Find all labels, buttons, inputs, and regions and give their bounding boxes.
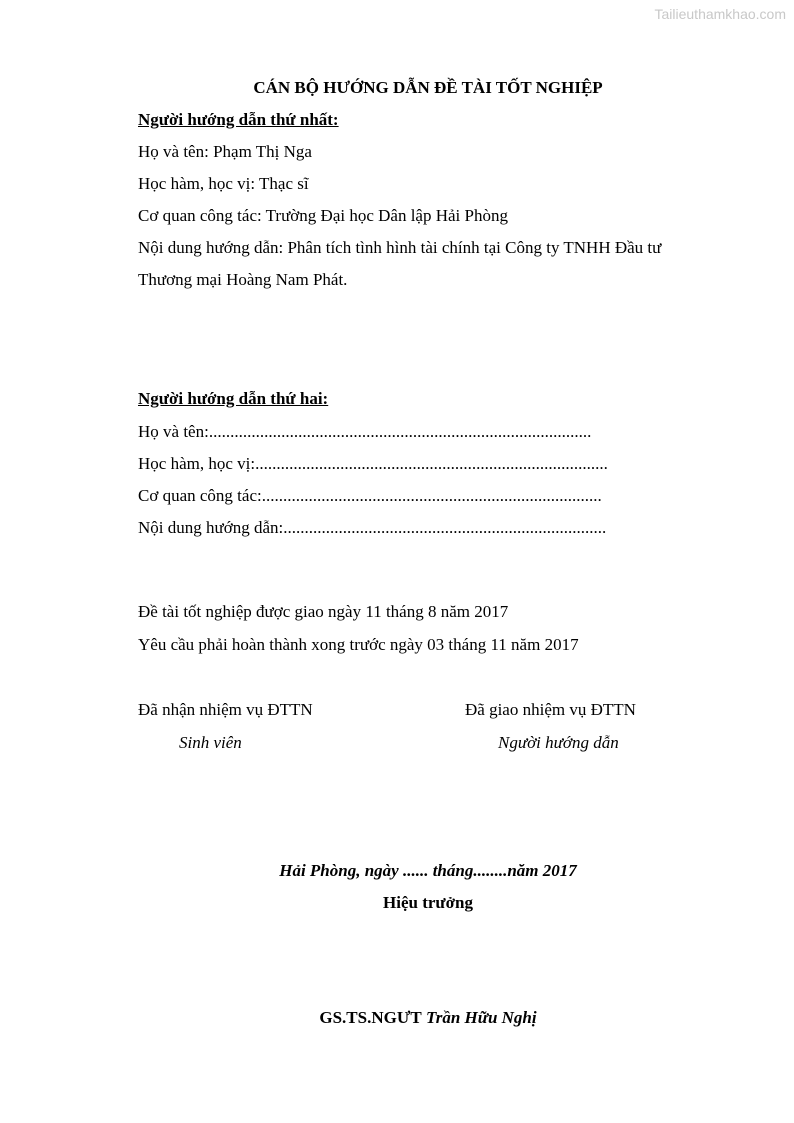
first-advisor-content-line1: Nội dung hướng dẫn: Phân tích tình hình tài chính tại Công ty TNHH Đầu tư (138, 238, 662, 257)
first-advisor-content-line2: Thương mại Hoàng Nam Phát. (138, 270, 348, 289)
second-advisor-degree: Học hàm, học vị:................................................................................... (138, 454, 608, 473)
deadline-date: Yêu cầu phải hoàn thành xong trước ngày 03 tháng 11 năm 2017 (138, 635, 579, 654)
signer-name: Trần Hữu Nghị (425, 1008, 537, 1027)
first-advisor-name: Họ và tên: Phạm Thị Nga (138, 142, 312, 161)
principal-signature (0, 1008, 794, 1028)
second-advisor-workplace: Cơ quan công tác:................................................................................ (138, 486, 602, 505)
second-advisor-name: Họ và tên:.......................................................................................... (138, 422, 592, 441)
first-advisor-heading: Người hướng dẫn thứ nhất: (138, 110, 339, 129)
principal-position: Hiệu trưởng (383, 893, 473, 912)
watermark: Tailieuthamkhao.com (654, 6, 786, 22)
first-advisor-workplace: Cơ quan công tác: Trường Đại học Dân lập Hải Phòng (138, 206, 508, 225)
page-title: CÁN BỘ HƯỚNG DẪN ĐỀ TÀI TỐT NGHIỆP (253, 78, 603, 97)
assigned-date: Đề tài tốt nghiệp được giao ngày 11 tháng 8 năm 2017 (138, 602, 509, 621)
first-advisor-degree: Học hàm, học vị: Thạc sĩ (138, 174, 309, 193)
second-advisor-content: Nội dung hướng dẫn:............................................................................ (138, 518, 607, 537)
signer-title: GS.TS.NGƯT (319, 1008, 422, 1027)
advisor-signature-label: Đã giao nhiệm vụ ĐTTN (465, 700, 636, 719)
student-signature-label: Đã nhận nhiệm vụ ĐTTN (138, 700, 313, 719)
place-date: Hải Phòng, ngày ...... tháng........năm 2017 (279, 861, 577, 880)
advisor-role: Người hướng dẫn (498, 733, 619, 752)
second-advisor-heading: Người hướng dẫn thứ hai: (138, 389, 329, 408)
student-role: Sinh viên (179, 733, 242, 752)
